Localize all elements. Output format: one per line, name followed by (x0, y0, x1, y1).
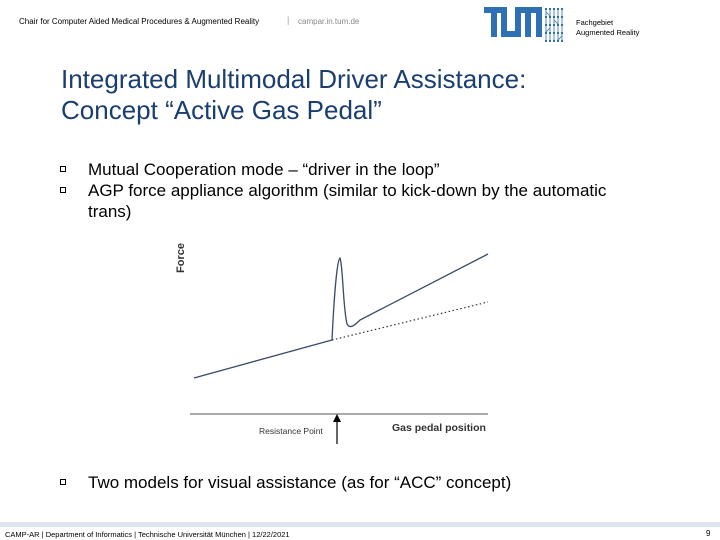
bullet-item-last (60, 472, 660, 493)
bullet-square-icon (60, 479, 66, 485)
header-url-link[interactable]: campar.in.tum.de (298, 17, 360, 26)
force-curve (194, 254, 488, 378)
bullet-item (60, 159, 620, 180)
gas-pedal-axis-label: Gas pedal position (392, 422, 486, 434)
footer-text: CAMP-AR | Department of Informatics | Technische Universität München | 12/22/2021 (5, 530, 290, 539)
force-diagram (170, 238, 500, 450)
tum-logo-icon (483, 7, 571, 45)
slide-title (61, 64, 526, 126)
extrapolation-dotted-line (332, 302, 488, 340)
dept-line-2: Augmented Reality (576, 28, 640, 37)
resistance-point-label: Resistance Point (259, 426, 323, 436)
bullet-text: AGP force appliance algorithm (similar to kick-down by the automatic trans) (88, 181, 607, 221)
bullet-list (60, 159, 620, 222)
bullet-square-icon (60, 187, 66, 193)
dept-line-1: Fachgebiet (576, 18, 614, 27)
resistance-point-arrow-icon (333, 414, 341, 444)
title-line-1: Integrated Multimodal Driver Assistance: (61, 64, 527, 94)
page-number: 9 (706, 529, 711, 538)
force-axis-label: Force (175, 243, 187, 273)
title-line-2: Concept “Active Gas Pedal” (61, 95, 382, 125)
bullet-item (60, 180, 620, 222)
header-separator: | (287, 15, 290, 25)
header-chair-text: Chair for Computer Aided Medical Procedures & Augmented Reality (19, 17, 260, 26)
bullet-square-icon (60, 166, 66, 172)
bullet-text: Mutual Cooperation mode – “driver in the loop” (88, 160, 440, 179)
bullet-text: Two models for visual assistance (as for “ACC” concept) (88, 473, 512, 492)
header-department (576, 18, 639, 38)
footer-divider (0, 522, 720, 527)
